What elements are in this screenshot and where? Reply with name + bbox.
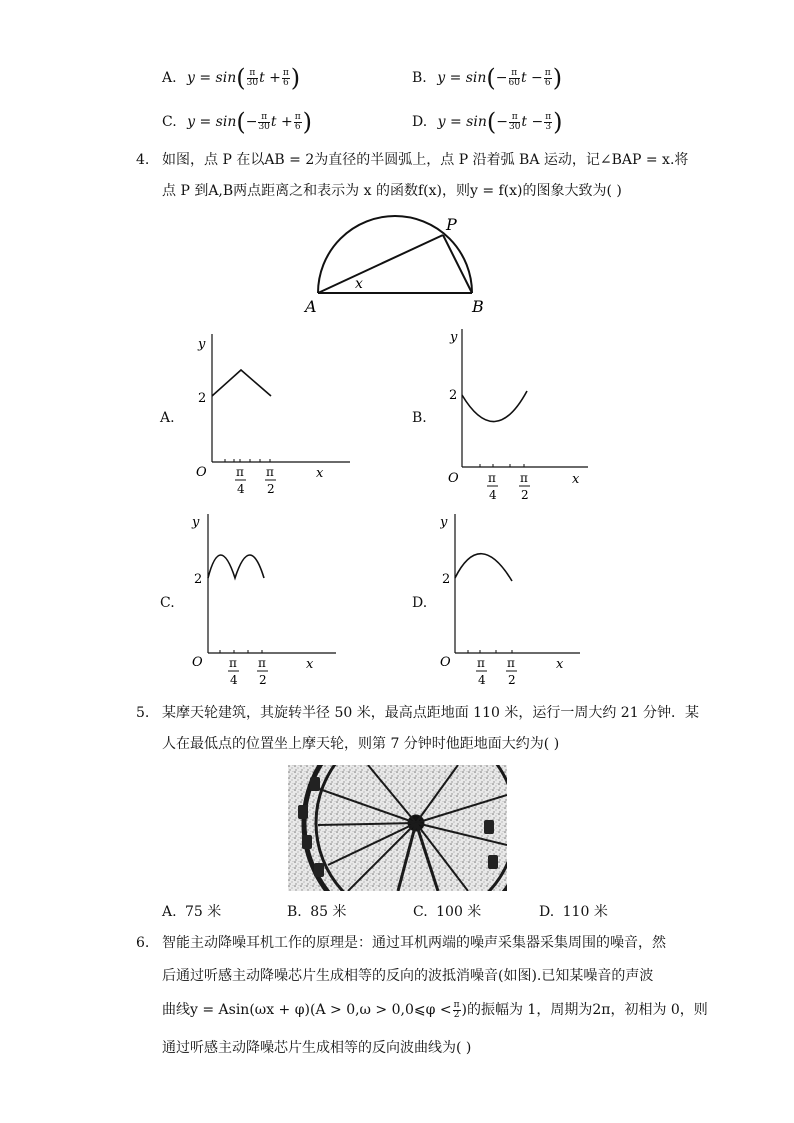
- formula-sign: −: [245, 114, 258, 130]
- option-text: 75 米: [185, 904, 222, 920]
- option-label: A.: [162, 70, 177, 86]
- frac-den: 30: [258, 121, 270, 132]
- option-label: A.: [162, 904, 177, 920]
- label-x: x: [355, 276, 363, 292]
- origin-label: O: [196, 465, 207, 480]
- origin-label: O: [448, 471, 459, 486]
- frac-den: 6: [294, 121, 301, 132]
- q4-stem-line2: 点 P 到A,B两点距离之和表示为 x 的函数f(x)，则y = f(x)的图象大致为( ): [162, 183, 622, 199]
- formula-sign: −: [495, 70, 508, 86]
- tick-pi2-den: 2: [267, 482, 275, 496]
- frac-num: π: [544, 67, 551, 78]
- tick-pi2-den: 2: [259, 673, 267, 687]
- frac-num: π: [545, 111, 552, 122]
- q6-stem-line4: 通过听感主动降噪芯片生成相等的反向波曲线为( ): [162, 1040, 472, 1056]
- q6-line3-part2: )的振幅为 1，周期为2π，初相为 0，则: [461, 1002, 708, 1018]
- origin-label: O: [192, 655, 203, 670]
- q4-option-d[interactable]: [412, 510, 612, 690]
- q5-option-d[interactable]: [539, 902, 608, 922]
- q3-option-d[interactable]: D. y = sin(− $\frac{\pi}{30}$ t − $\frac{\pi}{3}$ ): [412, 108, 563, 136]
- graph-d: [440, 510, 610, 690]
- formula-prefix: y = sin: [437, 70, 487, 86]
- option-text: 110 米: [562, 904, 608, 920]
- frac-num: π: [258, 113, 269, 123]
- frac-den: 6: [544, 77, 551, 88]
- q6-number: 6.: [136, 935, 150, 951]
- graph-b: [440, 325, 610, 505]
- origin-label: O: [440, 655, 451, 670]
- tick-pi2-num: π: [520, 471, 528, 485]
- formula-mid: t +: [270, 114, 293, 130]
- axis-y-label: y: [450, 330, 458, 345]
- frac-den: 30: [508, 121, 521, 132]
- q6-line3-part1: 曲线y = Asin(ωx + φ)(A > 0,ω > 0,0⩽φ <: [162, 1002, 452, 1018]
- y-tick-2: 2: [449, 388, 458, 403]
- q3-option-b[interactable]: B. y = sin(− $\frac{\pi}{60}$ t − $\frac{\pi}{6}$ ): [412, 64, 563, 92]
- curve: [208, 555, 264, 578]
- tick-pi4-den: 4: [237, 482, 245, 496]
- tick-pi4-num: π: [488, 471, 496, 485]
- tick-pi4-num: π: [229, 656, 237, 670]
- option-label: C.: [160, 595, 175, 611]
- curve: [462, 391, 527, 422]
- option-label: A.: [160, 410, 175, 426]
- option-label: C.: [162, 114, 177, 130]
- label-p: P: [446, 215, 457, 234]
- q5-stem-line1: 某摩天轮建筑，其旋转半径 50 米，最高点距地面 110 米，运行一周大约 21 分钟．某: [162, 705, 700, 721]
- q6-stem-line1: 智能主动降噪耳机工作的原理是：通过耳机两端的噪声采集器采集周围的噪音，然: [162, 935, 666, 951]
- axis-y-label: y: [440, 515, 448, 530]
- q3-option-c[interactable]: C. y = sin(− $\frac{\pi}{30}$ t + $\frac{\pi}{6}$ ): [162, 108, 313, 136]
- q3-option-a[interactable]: A. y = sin( $\frac{\pi}{30}$ t + $\frac{\pi}{6}$ ): [162, 64, 301, 92]
- option-label: B.: [412, 70, 427, 86]
- graph-a: [190, 330, 360, 500]
- option-label: C.: [413, 904, 428, 920]
- tick-pi2-num: π: [258, 656, 266, 670]
- frac-den: 60: [508, 77, 520, 88]
- chord-pb: [443, 235, 472, 293]
- frac-den: 6: [282, 77, 289, 88]
- tick-pi2-num: π: [266, 465, 274, 479]
- axis-x-label: x: [572, 472, 580, 487]
- q5-stem-line2: 人在最低点的位置坐上摩天轮，则第 7 分钟时他距地面大约为( ): [162, 736, 560, 752]
- y-tick-2: 2: [198, 391, 207, 406]
- q5-option-b[interactable]: [287, 902, 346, 922]
- formula-prefix: y = sin: [187, 70, 237, 86]
- axis-x-label: x: [556, 657, 564, 672]
- ferris-wheel-photo: [288, 765, 507, 891]
- option-label: D.: [412, 114, 428, 130]
- formula-sign: −: [496, 114, 508, 130]
- curve: [455, 554, 512, 581]
- curve: [212, 370, 271, 396]
- tick-pi4-num: π: [477, 656, 485, 670]
- formula-mid: t −: [520, 70, 543, 86]
- axis-x-label: x: [306, 657, 314, 672]
- frac-num: π: [509, 69, 520, 79]
- axis-x-label: x: [316, 466, 324, 481]
- formula-prefix: y = sin: [437, 114, 487, 130]
- frac-den: 30: [246, 77, 259, 88]
- graph-c: [188, 510, 358, 690]
- q4-option-a[interactable]: [160, 330, 360, 500]
- option-label: B.: [287, 904, 302, 920]
- tick-pi4-den: 4: [489, 488, 497, 502]
- q6-stem-line2: 后通过听感主动降噪芯片生成相等的反向的波抵消噪音(如图).已知某噪音的声波: [162, 968, 654, 984]
- tick-pi2-den: 2: [508, 673, 516, 687]
- tick-pi4-den: 4: [478, 673, 486, 687]
- y-tick-2: 2: [194, 572, 203, 587]
- formula-mid: t +: [259, 70, 281, 86]
- q4-number: 4.: [136, 152, 150, 168]
- q5-option-c[interactable]: [413, 902, 481, 922]
- option-text: 100 米: [436, 904, 482, 920]
- q6-stem-line3: [162, 1000, 708, 1020]
- frac-den: 2: [453, 1009, 460, 1020]
- label-a: A: [305, 297, 317, 316]
- frac-num: π: [509, 113, 520, 123]
- option-label: D.: [412, 595, 428, 611]
- frac-num: π: [282, 67, 289, 78]
- tick-pi4-den: 4: [230, 673, 238, 687]
- frac-den: 3: [545, 121, 552, 132]
- formula-prefix: y = sin: [187, 114, 237, 130]
- axis-y-label: y: [198, 337, 206, 352]
- tick-pi2-den: 2: [521, 488, 529, 502]
- label-b: B: [472, 297, 484, 316]
- frac-num: π: [453, 999, 460, 1010]
- option-label: D.: [539, 904, 555, 920]
- frac-num: π: [294, 111, 301, 122]
- tick-pi4-num: π: [236, 465, 244, 479]
- option-text: 85 米: [310, 904, 347, 920]
- axis-y-label: y: [192, 515, 200, 530]
- q4-option-c[interactable]: [160, 510, 360, 690]
- q5-option-a[interactable]: [162, 902, 221, 922]
- q5-number: 5.: [136, 705, 150, 721]
- q4-option-b[interactable]: [412, 325, 612, 505]
- option-label: B.: [412, 410, 427, 426]
- q4-stem-line1: 如图，点 P 在以AB = 2为直径的半圆弧上，点 P 沿着弧 BA 运动，记∠BAP = x.将: [162, 152, 689, 168]
- formula-mid: t −: [521, 114, 544, 130]
- semicircle-figure: [300, 210, 500, 320]
- frac-num: π: [247, 69, 258, 79]
- tick-pi2-num: π: [507, 656, 515, 670]
- y-tick-2: 2: [442, 572, 451, 587]
